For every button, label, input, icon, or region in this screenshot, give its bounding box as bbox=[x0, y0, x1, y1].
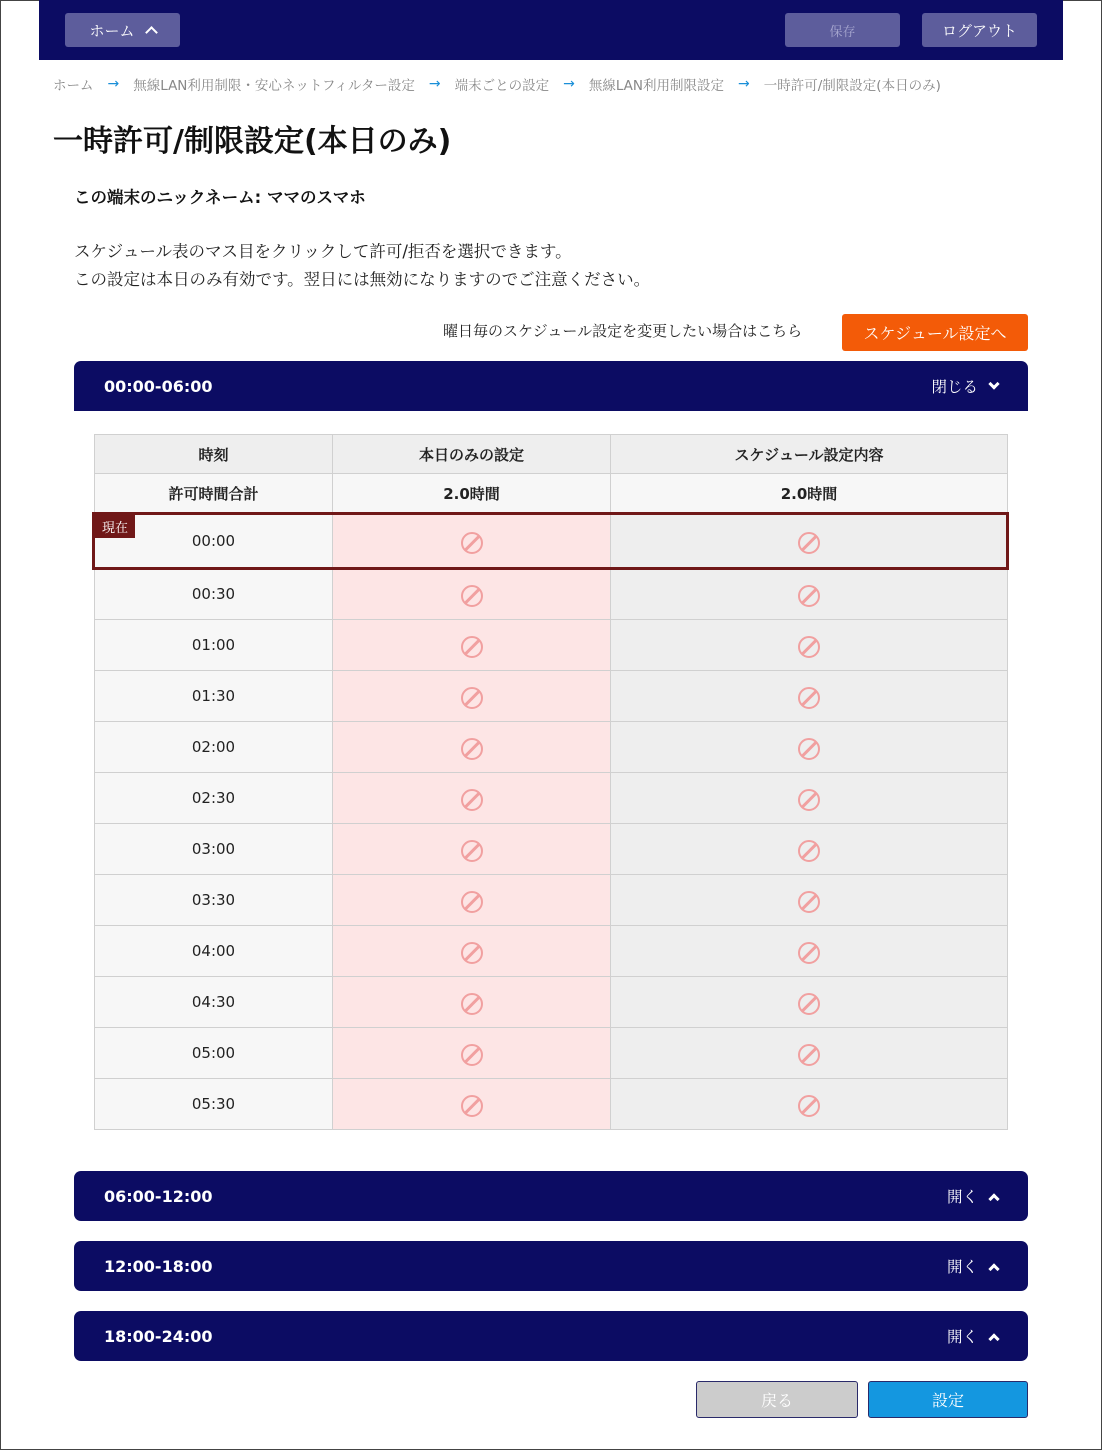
home-menu-button[interactable] bbox=[65, 13, 180, 47]
time-cell: 01:00 bbox=[95, 620, 333, 671]
schedule-setting-cell bbox=[611, 569, 1008, 620]
blocked-icon bbox=[798, 891, 820, 913]
blocked-icon bbox=[461, 636, 483, 658]
blocked-icon bbox=[798, 738, 820, 760]
section-title: 06:00-12:00 bbox=[104, 1186, 213, 1206]
time-cell: 00:00 bbox=[95, 514, 333, 569]
table-row bbox=[95, 773, 1008, 824]
arrow-right-icon: → bbox=[738, 76, 750, 92]
arrow-right-icon: → bbox=[563, 76, 575, 92]
header-time: 時刻 bbox=[95, 435, 333, 474]
blocked-icon bbox=[461, 532, 483, 554]
blocked-icon bbox=[461, 1095, 483, 1117]
schedule-setting-cell bbox=[611, 1079, 1008, 1130]
today-setting-cell[interactable] bbox=[333, 824, 611, 875]
section-header-0000-0600[interactable] bbox=[74, 361, 1028, 411]
schedule-table bbox=[94, 434, 1008, 1130]
today-setting-cell[interactable] bbox=[333, 875, 611, 926]
table-row bbox=[95, 977, 1008, 1028]
time-cell: 04:00 bbox=[95, 926, 333, 977]
blocked-icon bbox=[798, 789, 820, 811]
blocked-icon bbox=[798, 1044, 820, 1066]
schedule-setting-cell bbox=[611, 875, 1008, 926]
logout-button[interactable]: ログアウト bbox=[922, 13, 1037, 47]
chevron-down-icon bbox=[988, 378, 999, 389]
table-row bbox=[95, 514, 1008, 569]
table-row bbox=[95, 620, 1008, 671]
schedule-setting-cell bbox=[611, 620, 1008, 671]
today-setting-cell[interactable] bbox=[333, 926, 611, 977]
current-time-badge: 現在 bbox=[95, 515, 135, 538]
section-toggle[interactable] bbox=[947, 1255, 998, 1277]
schedule-setting-cell bbox=[611, 671, 1008, 722]
header-schedule: スケジュール設定内容 bbox=[611, 435, 1008, 474]
blocked-icon bbox=[798, 585, 820, 607]
today-setting-cell[interactable] bbox=[333, 514, 611, 569]
schedule-setting-cell bbox=[611, 1028, 1008, 1079]
total-label: 許可時間合計 bbox=[95, 474, 333, 514]
table-row bbox=[95, 1028, 1008, 1079]
section-toggle-label: 開く bbox=[946, 1258, 978, 1276]
chevron-up-icon bbox=[988, 1193, 999, 1204]
time-cell: 05:00 bbox=[95, 1028, 333, 1079]
breadcrumb-item-filter[interactable]: 無線LAN利用制限・安心ネットフィルター設定 bbox=[133, 78, 415, 94]
blocked-icon bbox=[461, 738, 483, 760]
table-row bbox=[95, 722, 1008, 773]
time-cell: 03:30 bbox=[95, 875, 333, 926]
schedule-setting-cell bbox=[611, 514, 1008, 569]
table-row bbox=[95, 875, 1008, 926]
blocked-icon bbox=[461, 891, 483, 913]
section-header-1800-2400[interactable] bbox=[74, 1311, 1028, 1361]
device-nickname: この端末のニックネーム: ママのスマホ bbox=[74, 188, 366, 207]
page-title: 一時許可/制限設定(本日のみ) bbox=[53, 124, 452, 159]
section-toggle[interactable] bbox=[947, 1185, 998, 1207]
section-title: 18:00-24:00 bbox=[104, 1326, 213, 1346]
section-toggle-label: 開く bbox=[946, 1188, 978, 1206]
breadcrumb-item-home[interactable]: ホーム bbox=[53, 78, 94, 94]
section-title: 12:00-18:00 bbox=[104, 1256, 213, 1276]
arrow-right-icon: → bbox=[428, 76, 441, 92]
blocked-icon bbox=[798, 840, 820, 862]
section-toggle-label: 開く bbox=[946, 1328, 978, 1346]
schedule-setting-cell bbox=[611, 722, 1008, 773]
today-setting-cell[interactable] bbox=[333, 773, 611, 824]
today-setting-cell[interactable] bbox=[333, 977, 611, 1028]
table-row bbox=[95, 671, 1008, 722]
schedule-setting-cell bbox=[611, 926, 1008, 977]
schedule-settings-button[interactable]: スケジュール設定へ bbox=[842, 314, 1028, 351]
home-menu-label: ホーム bbox=[89, 21, 135, 40]
table-row bbox=[95, 824, 1008, 875]
total-row bbox=[95, 474, 1008, 514]
breadcrumb-item-device[interactable]: 端末ごとの設定 bbox=[454, 78, 550, 94]
total-schedule: 2.0時間 bbox=[611, 474, 1008, 514]
schedule-setting-cell bbox=[611, 977, 1008, 1028]
breadcrumb-item-current: 一時許可/制限設定(本日のみ) bbox=[763, 78, 941, 94]
schedule-setting-cell bbox=[611, 773, 1008, 824]
blocked-icon bbox=[798, 993, 820, 1015]
schedule-setting-cell bbox=[611, 824, 1008, 875]
time-cell: 00:30 bbox=[95, 569, 333, 620]
blocked-icon bbox=[461, 942, 483, 964]
today-setting-cell[interactable] bbox=[333, 569, 611, 620]
today-setting-cell[interactable] bbox=[333, 722, 611, 773]
section-title: 00:00-06:00 bbox=[104, 376, 213, 396]
section-toggle[interactable] bbox=[931, 375, 998, 397]
blocked-icon bbox=[798, 636, 820, 658]
set-button[interactable]: 設定 bbox=[868, 1381, 1028, 1418]
today-setting-cell[interactable] bbox=[333, 671, 611, 722]
today-setting-cell[interactable] bbox=[333, 620, 611, 671]
blocked-icon bbox=[461, 1044, 483, 1066]
today-setting-cell[interactable] bbox=[333, 1028, 611, 1079]
top-bar bbox=[39, 0, 1063, 60]
schedule-link-note: 曜日毎のスケジュール設定を変更したい場合はこちら bbox=[443, 322, 803, 340]
breadcrumb bbox=[53, 74, 941, 94]
blocked-icon bbox=[461, 789, 483, 811]
section-toggle-label: 閉じる bbox=[931, 378, 978, 396]
table-row bbox=[95, 926, 1008, 977]
time-cell: 02:00 bbox=[95, 722, 333, 773]
table-header-row bbox=[95, 435, 1008, 474]
description bbox=[74, 238, 650, 294]
back-button[interactable]: 戻る bbox=[696, 1381, 858, 1418]
blocked-icon bbox=[798, 532, 820, 554]
blocked-icon bbox=[798, 1095, 820, 1117]
blocked-icon bbox=[461, 993, 483, 1015]
time-cell: 04:30 bbox=[95, 977, 333, 1028]
header-today: 本日のみの設定 bbox=[333, 435, 611, 474]
table-row bbox=[95, 569, 1008, 620]
blocked-icon bbox=[461, 585, 483, 607]
description-line-2: この設定は本日のみ有効です。翌日には無効になりますのでご注意ください。 bbox=[74, 270, 651, 289]
save-button[interactable]: 保存 bbox=[785, 13, 900, 47]
section-header-1200-1800[interactable] bbox=[74, 1241, 1028, 1291]
total-today: 2.0時間 bbox=[333, 474, 611, 514]
time-cell: 05:30 bbox=[95, 1079, 333, 1130]
blocked-icon bbox=[798, 687, 820, 709]
blocked-icon bbox=[461, 840, 483, 862]
description-line-1: スケジュール表のマス目をクリックして許可/拒否を選択できます。 bbox=[74, 242, 572, 261]
time-cell: 01:30 bbox=[95, 671, 333, 722]
time-cell: 03:00 bbox=[95, 824, 333, 875]
time-cell: 02:30 bbox=[95, 773, 333, 824]
blocked-icon bbox=[798, 942, 820, 964]
chevron-up-icon bbox=[145, 26, 158, 39]
arrow-right-icon: → bbox=[107, 76, 120, 92]
chevron-up-icon bbox=[988, 1333, 999, 1344]
breadcrumb-item-wlan-limit[interactable]: 無線LAN利用制限設定 bbox=[588, 78, 725, 94]
today-setting-cell[interactable] bbox=[333, 1079, 611, 1130]
chevron-up-icon bbox=[988, 1263, 999, 1274]
blocked-icon bbox=[461, 687, 483, 709]
table-row bbox=[95, 1079, 1008, 1130]
section-toggle[interactable] bbox=[947, 1325, 998, 1347]
section-header-0600-1200[interactable] bbox=[74, 1171, 1028, 1221]
